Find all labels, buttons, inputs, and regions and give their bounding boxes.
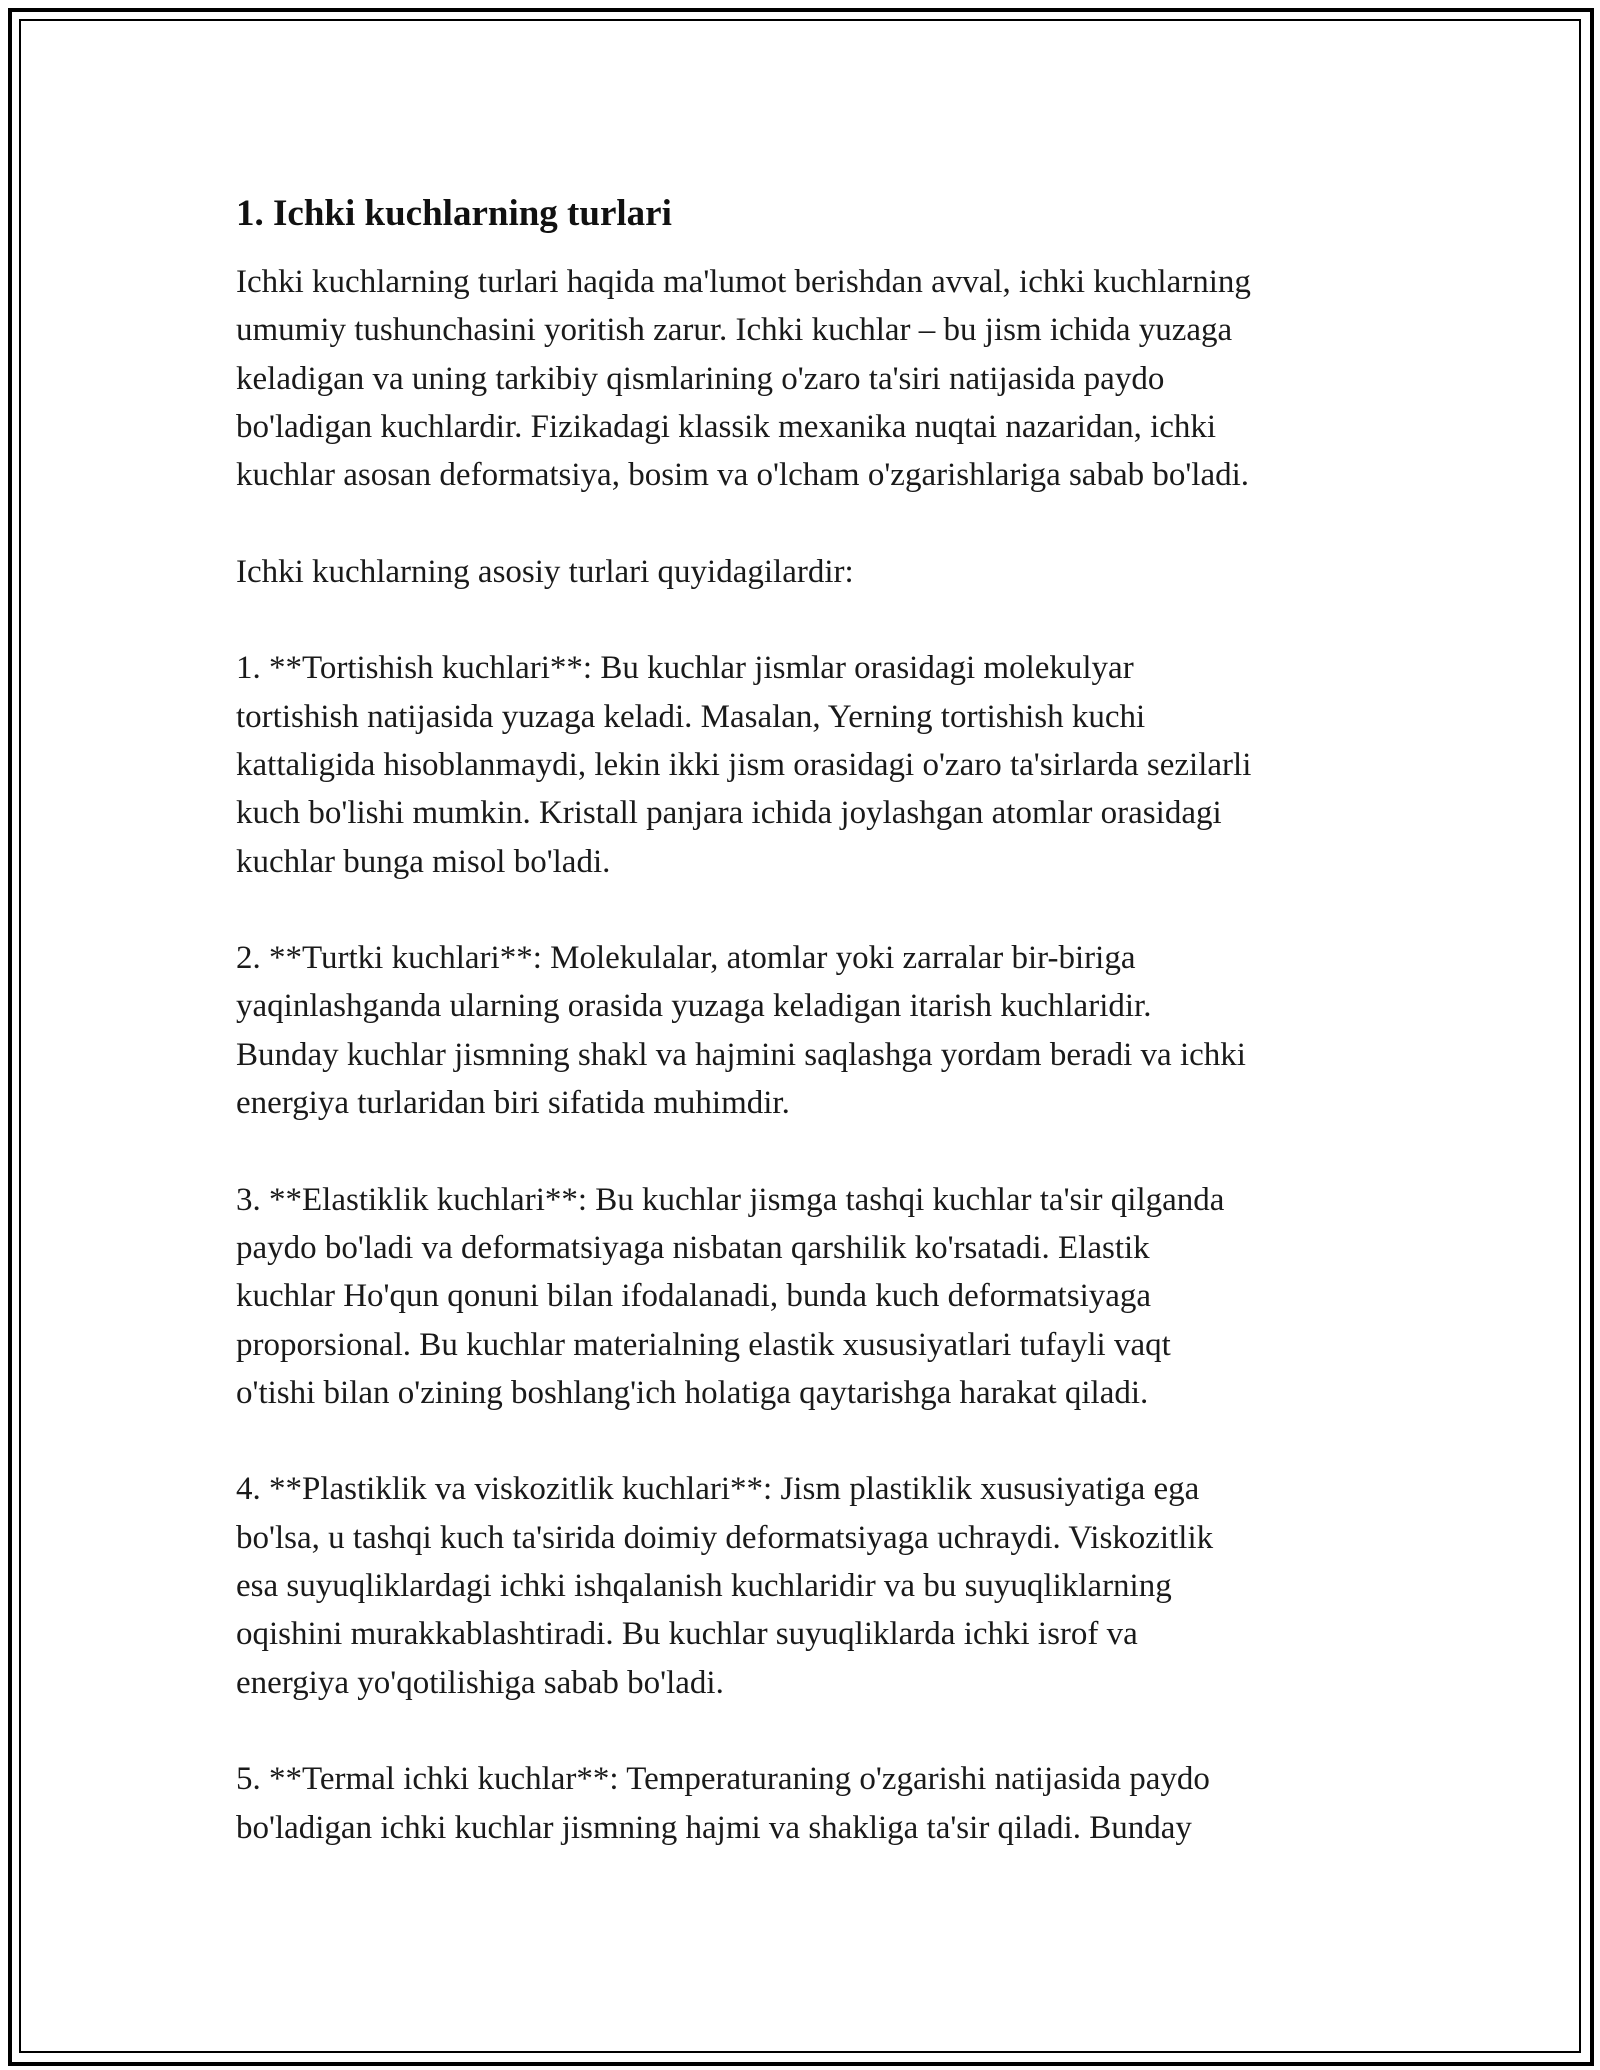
paragraph-spacer [236,1707,1376,1755]
list-item-turtki: 2. **Turtki kuchlari**: Molekulalar, atomlar yoki zarralar bir-biriga yaqinlashganda ularning orasida yuzaga keladigan itarish kuchlaridir. Bunday kuchlar jismning shakl va hajmini saqlashga yordam beradi va ichki energiya turlaridan biri sifatida muhimdir. [236,940,1246,1122]
paragraph-spacer [236,1127,1376,1175]
paragraph-spacer [236,499,1376,547]
list-item-tortishish: 1. **Tortishish kuchlari**: Bu kuchlar jismlar orasidagi molekulyar tortishish natijasida yuzaga keladi. Masalan, Yerning tortishish kuchi kattaligida hisoblanmaydi, lekin ikki jism orasidagi o'zaro ta'sirlarda sezilarli kuch bo'lishi mumkin. Kristall panjara ichida joylashgan atomlar orasidagi kuchlar bunga misol bo'ladi. [236,650,1252,880]
paragraph-spacer [236,886,1376,934]
section-heading: 1. Ichki kuchlarning turlari [236,193,672,234]
list-item-plastiklik: 4. **Plastiklik va viskozitlik kuchlari**: Jism plastiklik xususiyatiga ega bo'lsa, u tashqi kuch ta'sirida doimiy deformatsiyaga uchraydi. Viskozitlik esa suyuqliklardagi ichki ishqalanish kuchlaridir va bu suyuqliklarning oqishini murakkablashtiradi. Bu kuchlar suyuqliklarda ichki isrof va energiya yo'qotilishiga sabab bo'ladi. [236,1471,1214,1701]
paragraph-spacer [236,1417,1376,1465]
paragraph-spacer [236,596,1376,644]
list-item-termal: 5. **Termal ichki kuchlar**: Temperaturaning o'zgarishi natijasida paydo bo'ladigan ichki kuchlar jismning hajmi va shakliga ta'sir qiladi. Bunday [236,1761,1210,1846]
list-item-elastiklik: 3. **Elastiklik kuchlari**: Bu kuchlar jismga tashqi kuchlar ta'sir qilganda paydo bo'ladi va deformatsiyaga nisbatan qarshilik ko'rsatadi. Elastik kuchlar Ho'qun qonuni bilan ifodalanadi, bunda kuch deformatsiyaga proporsional. Bu kuchlar materialning elastik xususiyatlari tufayli vaqt o'tishi bilan o'zining boshlang'ich holatiga qaytarishga harakat qiladi. [236,1181,1225,1411]
intro-paragraph: Ichki kuchlarning turlari haqida ma'lumot berishdan avval, ichki kuchlarning umumiy tushunchasini yoritish zarur. Ichki kuchlar – bu jism ichida yuzaga keladigan va uning tarkibiy qismlarining o'zaro ta'siri natijasida paydo bo'ladigan kuchlardir. Fizikadagi klassik mexanika nuqtai nazaridan, ichki kuchlar asosan deformatsiya, bosim va o'lcham o'zgarishlariga sabab bo'ladi. [236,264,1251,494]
list-intro-paragraph: Ichki kuchlarning asosiy turlari quyidagilardir: [236,553,854,590]
document-body [236,190,1376,1852]
